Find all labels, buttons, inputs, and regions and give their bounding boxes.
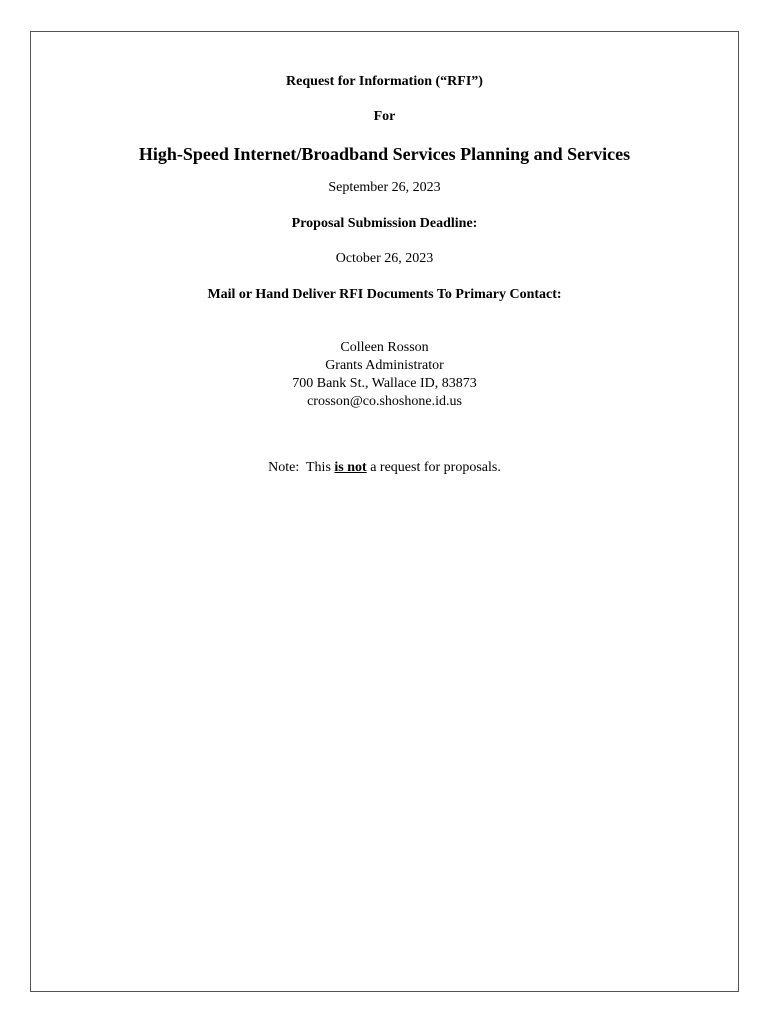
document-page	[30, 31, 739, 992]
contact-role: Grants Administrator	[325, 358, 444, 373]
contact-address: 700 Bank St., Wallace ID, 83873	[292, 376, 477, 391]
note-line	[31, 461, 738, 475]
note-suffix: a request for proposals.	[366, 460, 501, 475]
contact-email[interactable]: crosson@co.shoshone.id.us	[307, 394, 462, 409]
contact-name: Colleen Rosson	[340, 340, 429, 355]
deadline-date: October 26, 2023	[335, 251, 434, 266]
for-label: For	[373, 109, 396, 124]
issue-date: September 26, 2023	[328, 180, 441, 195]
deadline-label: Proposal Submission Deadline:	[291, 216, 478, 231]
contact-instruction: Mail or Hand Deliver RFI Documents To Primary Contact:	[207, 287, 562, 302]
document-title: High-Speed Internet/Broadband Services Planning and Services	[138, 144, 631, 164]
note-prefix: Note: This	[268, 460, 335, 475]
note-emphasis: is not	[334, 460, 367, 475]
rfi-heading: Request for Information (“RFI”)	[286, 74, 483, 89]
